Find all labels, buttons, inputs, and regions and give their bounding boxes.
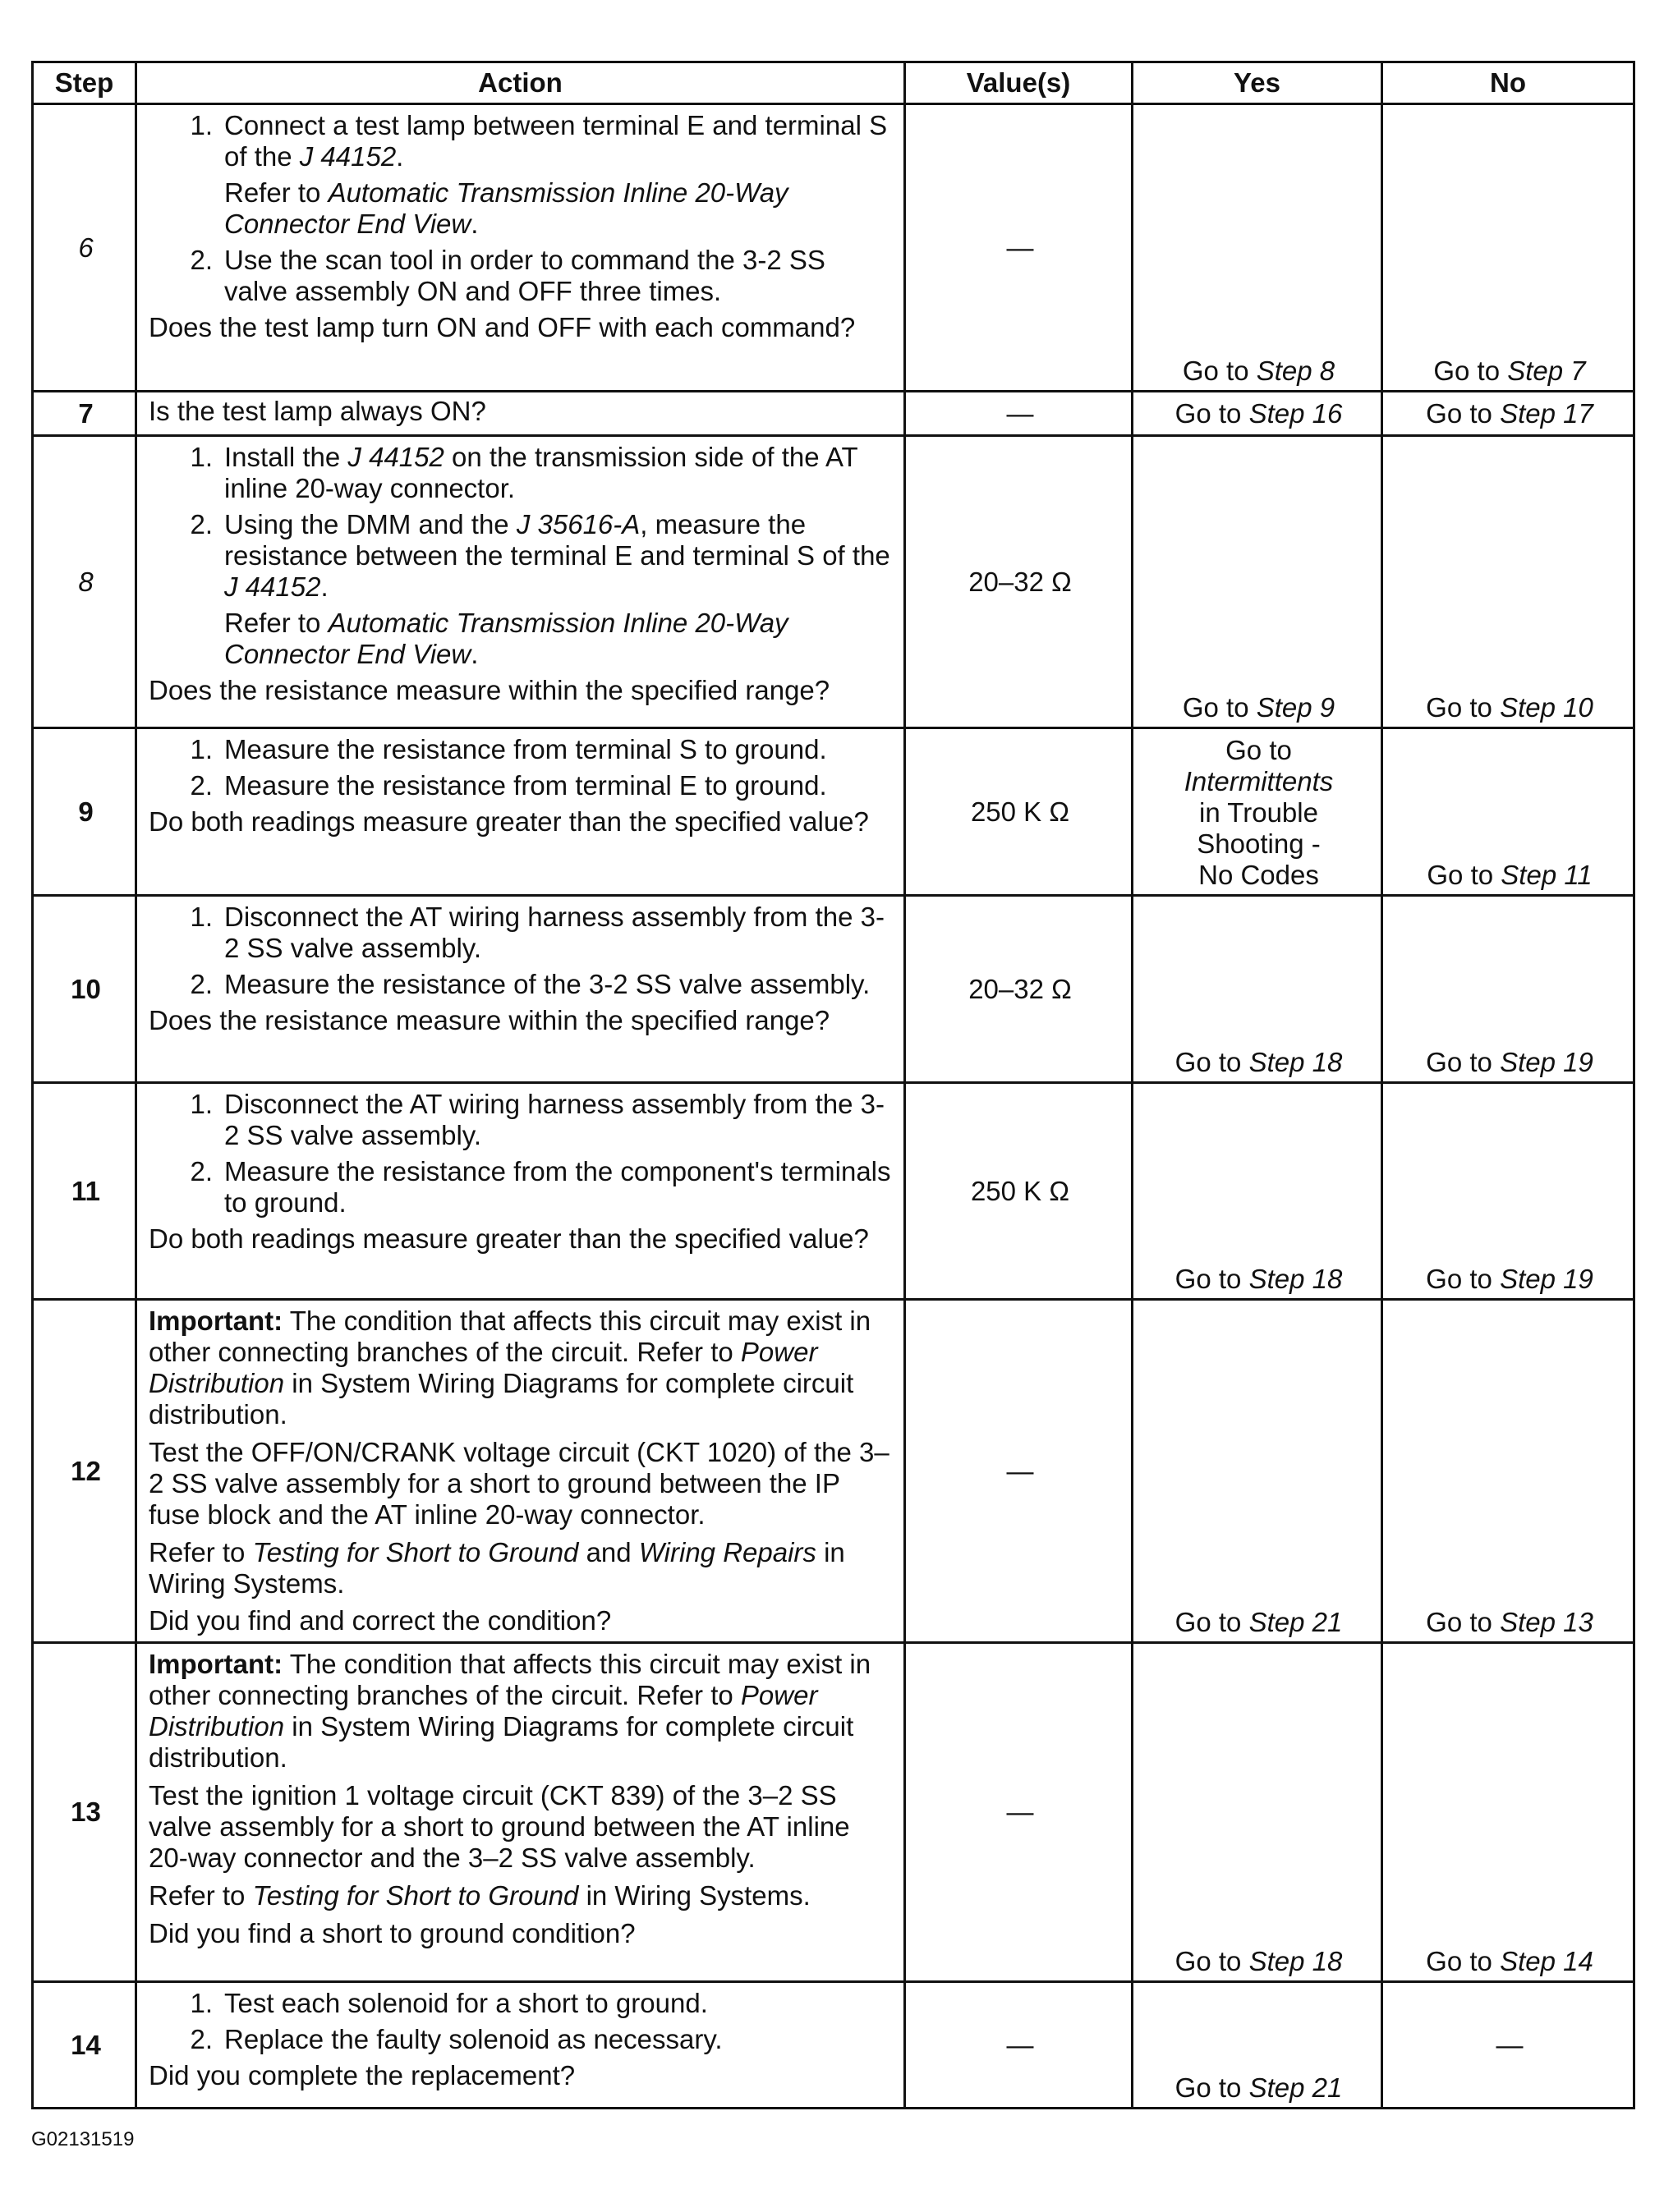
step-number: 10 bbox=[33, 896, 136, 1083]
question-text: Does the resistance measure within the specified range? bbox=[149, 674, 830, 705]
header-action: Action bbox=[136, 62, 905, 104]
action-cell bbox=[136, 392, 905, 436]
step-number: 7 bbox=[33, 392, 136, 436]
step-number: 14 bbox=[33, 1982, 136, 2109]
list-item: 1. Connect a test lamp between terminal E and terminal S of the J 44152. bbox=[190, 110, 888, 172]
yes-cell: Go to Intermittents in Trouble Shooting - No Codes bbox=[1133, 728, 1382, 896]
header-no: No bbox=[1382, 62, 1634, 104]
no-cell: Go to Step 10 bbox=[1382, 436, 1634, 728]
action-cell bbox=[136, 896, 905, 1083]
table-header-row bbox=[33, 62, 1634, 104]
list-item: 1. Measure the resistance from terminal S to ground. bbox=[190, 734, 827, 764]
question-text: Do both readings measure greater than the specified value? bbox=[149, 805, 869, 837]
list-item: 2. Measure the resistance from the component's terminals to ground. bbox=[190, 1155, 891, 1218]
action-cell bbox=[136, 1300, 905, 1643]
test-instruction: Test the ignition 1 voltage circuit (CKT 839) of the 3–2 SS valve assembly for a short to ground between the AT inline 20-way connector and the 3–2 SS valve assembly. bbox=[149, 1780, 850, 1873]
header-step: Step bbox=[33, 62, 136, 104]
table-row-step-13 bbox=[33, 1643, 1634, 1982]
diagnostic-table-sheet bbox=[31, 61, 1633, 2109]
value-cell: — bbox=[905, 1643, 1133, 1982]
list-item: 2. Replace the faulty solenoid as necessary. bbox=[190, 2024, 723, 2055]
question-text: Is the test lamp always ON? bbox=[149, 396, 486, 426]
yes-cell: Go to Step 18 bbox=[1133, 1643, 1382, 1982]
table-row-step-11 bbox=[33, 1083, 1634, 1300]
step-number: 11 bbox=[33, 1083, 136, 1300]
refer-note: Refer to Automatic Transmission Inline 20-Way Connector End View. bbox=[224, 177, 788, 239]
no-cell: Go to Step 11 bbox=[1382, 728, 1634, 896]
yes-cell: Go to Step 21 bbox=[1133, 1300, 1382, 1643]
question-text: Does the resistance measure within the specified range? bbox=[149, 1004, 830, 1035]
value-cell: — bbox=[905, 392, 1133, 436]
action-cell bbox=[136, 436, 905, 728]
yes-cell: Go to Step 8 bbox=[1133, 104, 1382, 392]
value-cell: 20–32 Ω bbox=[905, 896, 1133, 1083]
list-item: 1. Install the J 44152 on the transmission side of the AT inline 20-way connector. bbox=[190, 442, 858, 503]
value-cell: — bbox=[905, 104, 1133, 392]
refer-note: Refer to Testing for Short to Ground and Wiring Repairs in Wiring Systems. bbox=[149, 1536, 845, 1599]
list-item: 2. Use the scan tool in order to command the 3-2 SS valve assembly ON and OFF three times. bbox=[190, 244, 825, 306]
yes-cell: Go to Step 18 bbox=[1133, 896, 1382, 1083]
question-text: Did you find and correct the condition? bbox=[149, 1605, 612, 1636]
step-number: 9 bbox=[33, 728, 136, 896]
table-row-step-12 bbox=[33, 1300, 1634, 1643]
header-yes: Yes bbox=[1133, 62, 1382, 104]
no-cell: Go to Step 19 bbox=[1382, 896, 1634, 1083]
header-values: Value(s) bbox=[905, 62, 1133, 104]
no-cell: Go to Step 17 bbox=[1382, 392, 1634, 436]
action-cell bbox=[136, 1643, 905, 1982]
yes-cell: Go to Step 16 bbox=[1133, 392, 1382, 436]
figure-id: G02131519 bbox=[31, 2128, 135, 2150]
diagnostic-table bbox=[31, 61, 1635, 2109]
no-cell: Go to Step 19 bbox=[1382, 1083, 1634, 1300]
no-cell: Go to Step 13 bbox=[1382, 1300, 1634, 1643]
value-cell: 250 K Ω bbox=[905, 728, 1133, 896]
step-number: 8 bbox=[33, 436, 136, 728]
action-cell bbox=[136, 1083, 905, 1300]
step-number: 13 bbox=[33, 1643, 136, 1982]
list-item: 2. Using the DMM and the J 35616-A, measure the resistance between the terminal E and terminal S of the J 44152. bbox=[190, 508, 890, 602]
important-note: Important: The condition that affects this circuit may exist in other connecting branches of the circuit. Refer to Power Distribution in System Wiring Diagrams for complete circuit distribution. bbox=[149, 1649, 871, 1774]
list-item: 2. Measure the resistance from terminal E to ground. bbox=[190, 769, 827, 801]
test-instruction: Test the OFF/ON/CRANK voltage circuit (CKT 1020) of the 3–2 SS valve assembly for a short to ground between the IP fuse block and the AT inline 20-way connector. bbox=[149, 1436, 889, 1530]
question-text: Does the test lamp turn ON and OFF with each command? bbox=[149, 311, 856, 342]
no-cell: Go to Step 7 bbox=[1382, 104, 1634, 392]
no-cell: Go to Step 14 bbox=[1382, 1643, 1634, 1982]
table-row-step-7 bbox=[33, 392, 1634, 436]
question-text: Did you find a short to ground condition? bbox=[149, 1917, 636, 1948]
yes-cell: Go to Step 21 bbox=[1133, 1982, 1382, 2109]
value-cell: — bbox=[905, 1982, 1133, 2109]
list-item: 2. Measure the resistance of the 3-2 SS valve assembly. bbox=[190, 968, 871, 999]
list-item: 1. Disconnect the AT wiring harness assembly from the 3-2 SS valve assembly. bbox=[190, 902, 885, 963]
list-item: 1. Disconnect the AT wiring harness assembly from the 3-2 SS valve assembly. bbox=[190, 1089, 885, 1150]
table-row-step-9 bbox=[33, 728, 1634, 896]
table-row-step-8 bbox=[33, 436, 1634, 728]
refer-note: Refer to Testing for Short to Ground in Wiring Systems. bbox=[149, 1879, 811, 1911]
value-cell: 250 K Ω bbox=[905, 1083, 1133, 1300]
question-text: Did you complete the replacement? bbox=[149, 2060, 576, 2091]
table-row-step-14 bbox=[33, 1982, 1634, 2109]
list-item: 1. Test each solenoid for a short to ground. bbox=[190, 1988, 708, 2019]
action-cell bbox=[136, 104, 905, 392]
table-row-step-10 bbox=[33, 896, 1634, 1083]
action-cell bbox=[136, 1982, 905, 2109]
step-number: 6 bbox=[33, 104, 136, 392]
value-cell: 20–32 Ω bbox=[905, 436, 1133, 728]
question-text: Do both readings measure greater than the specified value? bbox=[149, 1223, 869, 1254]
value-cell: — bbox=[905, 1300, 1133, 1643]
refer-note: Refer to Automatic Transmission Inline 20-Way Connector End View. bbox=[224, 607, 788, 669]
step-number: 12 bbox=[33, 1300, 136, 1643]
no-cell: — bbox=[1382, 1982, 1634, 2109]
yes-cell: Go to Step 9 bbox=[1133, 436, 1382, 728]
important-note: Important: The condition that affects this circuit may exist in other connecting branches of the circuit. Refer to Power Distribution in System Wiring Diagrams for complete circuit distribution. bbox=[149, 1306, 871, 1430]
table-row-step-6 bbox=[33, 104, 1634, 392]
yes-cell: Go to Step 18 bbox=[1133, 1083, 1382, 1300]
action-cell bbox=[136, 728, 905, 896]
